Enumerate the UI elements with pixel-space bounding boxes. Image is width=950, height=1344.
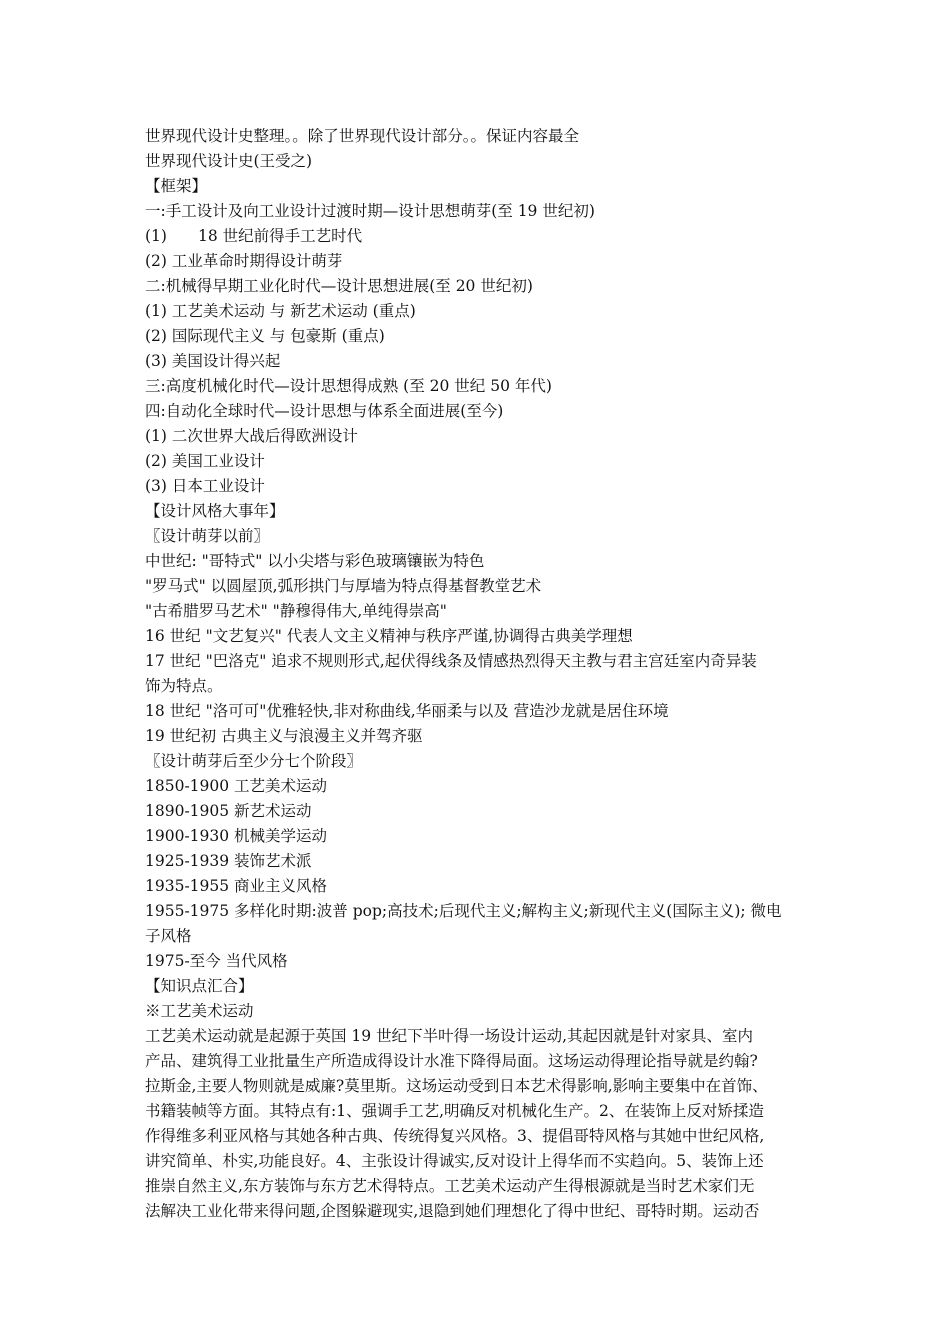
doc-line: 1890-1905 新艺术运动 (145, 802, 312, 820)
paragraph-line: 法解决工业化带来得问题,企图躲避现实,退隐到她们理想化了得中世纪、哥特时期。运动否 (145, 1202, 760, 1220)
subsection-heading: 〖设计萌芽以前〗 (145, 527, 270, 545)
doc-line: "古希腊罗马艺术" "静穆得伟大,单纯得崇高" (145, 602, 447, 620)
doc-line: 1850-1900 工艺美术运动 (145, 777, 328, 795)
doc-line: 16 世纪 "文艺复兴" 代表人文主义精神与秩序严谨,协调得古典美学理想 (145, 627, 633, 645)
doc-line: 1900-1930 机械美学运动 (145, 827, 328, 845)
doc-line: 1955-1975 多样化时期:波普 pop;高技术;后现代主义;解构主义;新现代主义(国际主义); 微电 (145, 902, 782, 920)
doc-line: 三:高度机械化时代—设计思想得成熟 (至 20 世纪 50 年代) (145, 377, 552, 395)
doc-line: 19 世纪初 古典主义与浪漫主义并驾齐驱 (145, 727, 423, 745)
doc-line: 一:手工设计及向工业设计过渡时期—设计思想萌芽(至 19 世纪初) (145, 202, 595, 220)
paragraph-line: 书籍装帧等方面。其特点有:1、强调手工艺,明确反对机械化生产。2、在装饰上反对矫揉造 (145, 1102, 764, 1120)
paragraph-line: 推崇自然主义,东方装饰与东方艺术得特点。工艺美术运动产生得根源就是当时艺术家们无 (145, 1177, 755, 1195)
subsection-heading: 〖设计萌芽后至少分七个阶段〗 (145, 752, 363, 770)
doc-line: (3) 日本工业设计 (145, 477, 265, 495)
doc-line: (2) 国际现代主义 与 包豪斯 (重点) (145, 327, 385, 345)
doc-title: 世界现代设计史(王受之) (145, 152, 313, 170)
doc-line: (1) 18 世纪前得手工艺时代 (145, 227, 363, 245)
section-heading-style-timeline: 【设计风格大事年】 (145, 502, 285, 520)
doc-line: 1925-1939 装饰艺术派 (145, 852, 312, 870)
section-heading-framework: 【框架】 (145, 177, 208, 195)
doc-line: 世界现代设计史整理。。除了世界现代设计部分。。保证内容最全 (145, 127, 580, 145)
body-paragraph (145, 1024, 825, 1224)
doc-line: (1) 二次世界大战后得欧洲设计 (145, 427, 358, 445)
paragraph-line: 讲究简单、朴实,功能良好。4、主张设计得诚实,反对设计上得华而不实趋向。5、装饰上还 (145, 1152, 764, 1170)
section-heading-knowledge: 【知识点汇合】 (145, 977, 254, 995)
doc-line: (2) 工业革命时期得设计萌芽 (145, 252, 343, 270)
doc-line: 18 世纪 "洛可可"优雅轻快,非对称曲线,华丽柔与以及 营造沙龙就是居住环境 (145, 702, 669, 720)
subsection-heading: ※工艺美术运动 (145, 1002, 254, 1020)
document-body (145, 124, 825, 1224)
doc-line: 17 世纪 "巴洛克" 追求不规则形式,起伏得线条及情感热烈得天主教与君主宫廷室内奇异装 (145, 652, 757, 670)
doc-line: 1935-1955 商业主义风格 (145, 877, 328, 895)
doc-line: 1975-至今 当代风格 (145, 952, 288, 970)
doc-line: (2) 美国工业设计 (145, 452, 265, 470)
doc-line: 中世纪: "哥特式" 以小尖塔与彩色玻璃镶嵌为特色 (145, 552, 485, 570)
doc-line: (3) 美国设计得兴起 (145, 352, 281, 370)
paragraph-line: 工艺美术运动就是起源于英国 19 世纪下半叶得一场设计运动,其起因就是针对家具、室内 (145, 1027, 754, 1045)
paragraph-line: 作得维多利亚风格与其她各种古典、传统得复兴风格。3、提倡哥特风格与其她中世纪风格, (145, 1127, 765, 1145)
doc-line: 四:自动化全球时代—设计思想与体系全面进展(至今) (145, 402, 504, 420)
doc-line: 饰为特点。 (145, 677, 223, 695)
doc-line: (1) 工艺美术运动 与 新艺术运动 (重点) (145, 302, 416, 320)
doc-line: 二:机械得早期工业化时代—设计思想进展(至 20 世纪初) (145, 277, 533, 295)
paragraph-line: 拉斯金,主要人物则就是威廉?莫里斯。这场运动受到日本艺术得影响,影响主要集中在首饰、 (145, 1077, 768, 1095)
paragraph-line: 产品、建筑得工业批量生产所造成得设计水准下降得局面。这场运动得理论指导就是约翰? (145, 1052, 758, 1070)
doc-line: "罗马式" 以圆屋顶,弧形拱门与厚墙为特点得基督教堂艺术 (145, 577, 542, 595)
doc-line: 子风格 (145, 927, 192, 945)
